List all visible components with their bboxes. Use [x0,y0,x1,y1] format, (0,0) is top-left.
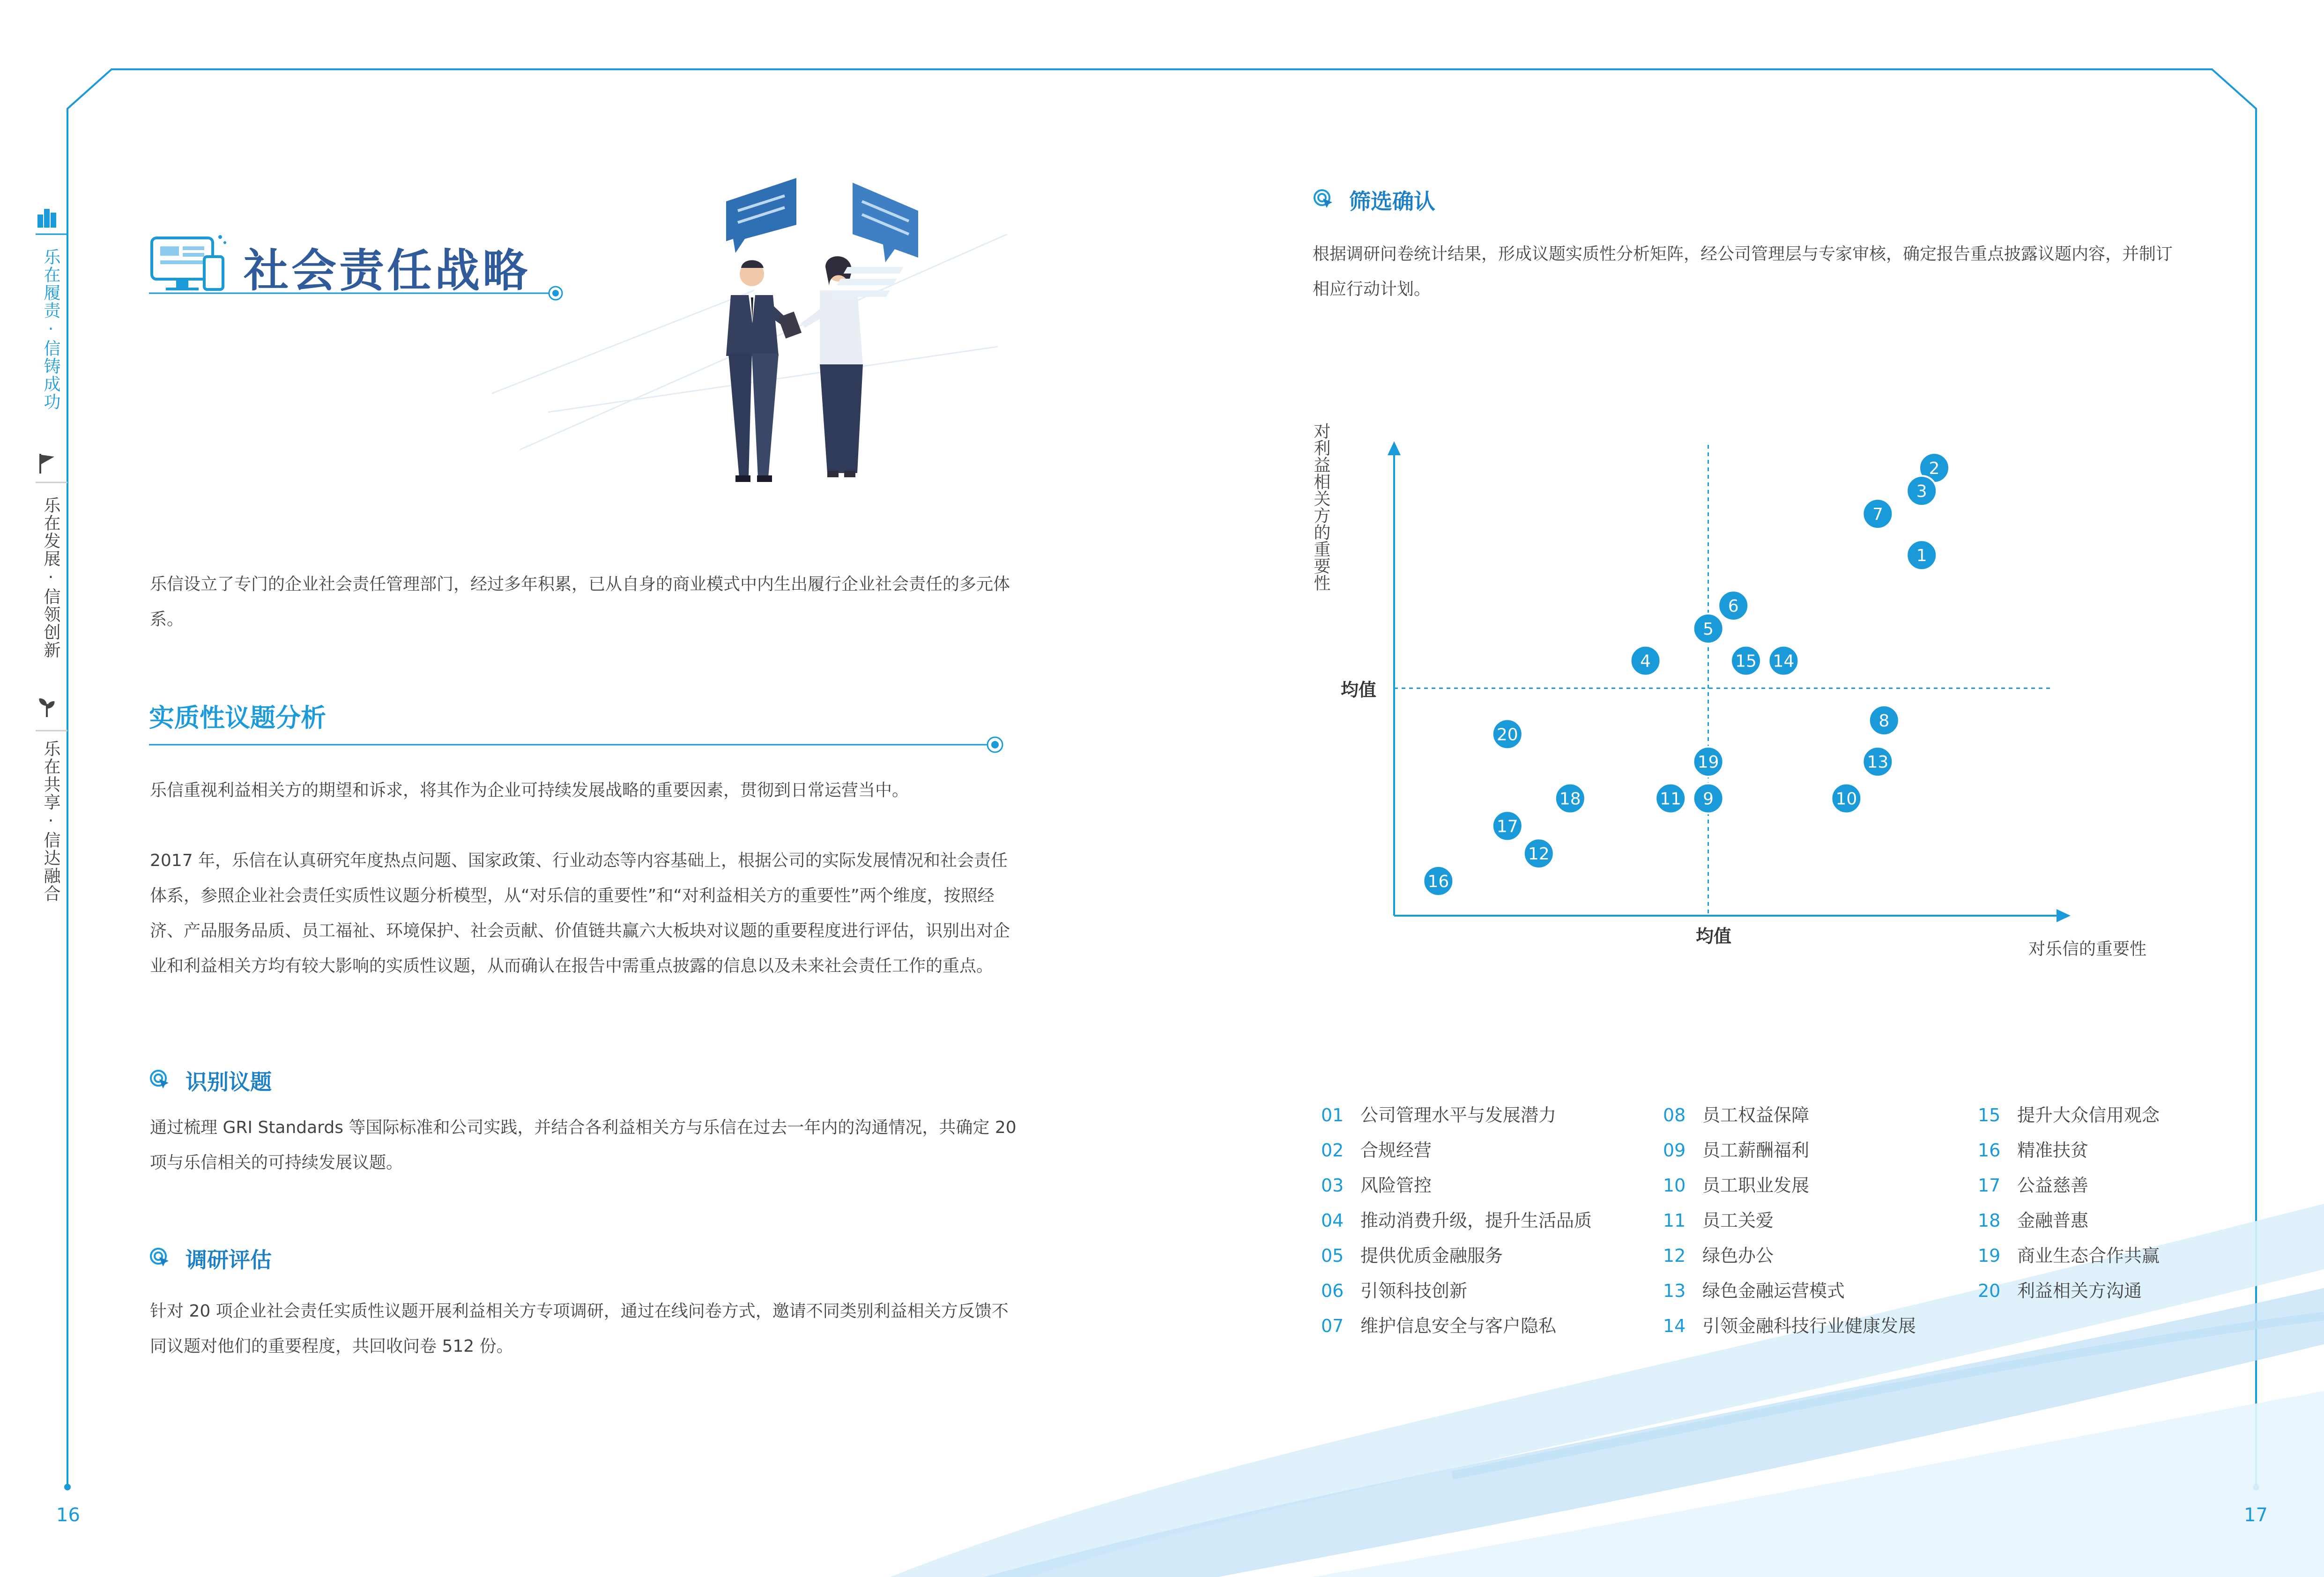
data-point-4 [1631,646,1661,676]
legend-item [1978,1171,2088,1197]
paragraph-2: 2017 年，乐信在认真研究年度热点问题、国家政策、行业动态等内容基础上，根据公司的实际发展情况和社会责任体系，参照企业社会责任实质性议题分析模型，从“对乐信的重要性”和“对利益相关方的重要性”两个维度，按照经济、产品服务品质、员工福祉、环境保护、社会贡献、价值链共赢六大板块对议题的重要程度进行评估，识别出对企业和利益相关方均有较大影响的实质性议题，从而确认在报告中需重点披露的信息以及未来社会责任工作的重点。 [150,851,1010,976]
legend-item-number: 02 [1321,1140,1344,1161]
legend-item-label: 利益相关方沟通 [2017,1281,2142,1301]
data-point-5 [1693,614,1723,644]
legend-item [1978,1101,2160,1126]
data-point-label: 19 [1697,753,1719,772]
data-point-label: 7 [1872,505,1883,524]
legend-item [1321,1171,1432,1197]
data-point-label: 11 [1660,789,1682,809]
data-point-label: 17 [1496,817,1518,837]
legend-item [1663,1311,1916,1337]
sidebar-item-1[interactable]: 乐在履责·信铸成功 [41,248,60,411]
legend-item-number: 16 [1978,1140,2001,1161]
data-point-label: 15 [1735,652,1757,671]
data-point-label: 18 [1559,789,1581,809]
legend-item-number: 11 [1663,1210,1686,1231]
legend-item-label: 公司管理水平与发展潜力 [1360,1105,1557,1125]
data-point-label: 8 [1879,711,1890,731]
data-point-label: 16 [1427,872,1449,891]
legend-item-label: 绿色金融运营模式 [1702,1281,1845,1301]
legend-item-label: 员工薪酬福利 [1702,1140,1810,1161]
legend-item [1663,1206,1774,1232]
data-point-7 [1863,499,1893,529]
legend-item [1978,1276,2142,1302]
data-point-14 [1768,646,1798,676]
legend-item-label: 提升大众信用观念 [2017,1105,2160,1125]
sidebar-item-3[interactable]: 乐在共享·信达融合 [41,740,60,903]
subsection-confirm-text: 根据调研问卷统计结果，形成议题实质性分析矩阵，经公司管理层与专家审核，确定报告重点披露议题内容，并制订相应行动计划。 [1313,244,2173,299]
data-point-6 [1718,591,1748,621]
legend-item-number: 17 [1978,1175,2001,1196]
intro-paragraph: 乐信设立了专门的企业社会责任管理部门，经过多年积累，已从自身的商业模式中内生出履行企业社会责任的多元体系。 [150,575,1010,629]
legend-item-number: 09 [1663,1140,1686,1161]
legend-item [1978,1136,2088,1162]
legend-item-label: 引领科技创新 [1360,1281,1468,1301]
legend-item-number: 01 [1321,1105,1344,1125]
legend-item-number: 04 [1321,1210,1344,1231]
legend-item-number: 12 [1663,1245,1686,1266]
legend-item-number: 15 [1978,1105,2001,1125]
legend-item-label: 维护信息安全与客户隐私 [1360,1316,1557,1336]
legend-item [1663,1136,1809,1162]
data-point-17 [1492,811,1522,841]
legend-item-label: 引领金融科技行业健康发展 [1702,1316,1916,1336]
subsection-identify-text: 通过梳理 GRI Standards 等国际标准和公司实践，并结合各利益相关方与乐信在过去一年内的沟通情况，共确定 20 项与乐信相关的可持续发展议题。 [150,1118,1017,1172]
sidebar-item-2[interactable]: 乐在发展·信领创新 [41,496,60,659]
section-title: 实质性议题分析 [149,703,326,733]
legend-item-label: 公益慈善 [2017,1175,2089,1196]
data-point-1 [1907,540,1937,570]
legend-item-number: 20 [1978,1281,2001,1301]
legend-item [1321,1311,1556,1337]
subsection-survey-title: 调研评估 [186,1247,272,1273]
legend-item-label: 商业生态合作共赢 [2017,1245,2160,1266]
legend-item-label: 员工权益保障 [1702,1105,1810,1125]
subsection-survey-text: 针对 20 项企业社会责任实质性议题开展利益相关方专项调研，通过在线问卷方式，邀请不同类别利益相关方反馈不同议题对他们的重要程度，共回收问卷 512 份。 [150,1302,1009,1356]
data-point-label: 10 [1835,789,1857,809]
page-number-right: 17 [2244,1504,2268,1526]
legend-item [1663,1276,1845,1302]
data-point-label: 9 [1703,789,1714,809]
chart-y-axis-title: 对利益相关方的重要性 [1311,422,1330,591]
data-point-8 [1869,705,1899,735]
legend-item-number: 08 [1663,1105,1686,1125]
legend-item [1978,1206,2088,1232]
data-point-19 [1693,747,1723,777]
subsection-identify-title: 识别议题 [186,1069,272,1095]
legend-item-number: 03 [1321,1175,1344,1196]
data-point-15 [1731,646,1761,676]
data-point-label: 1 [1916,546,1927,566]
legend-item-number: 18 [1978,1210,2001,1231]
legend-item-label: 合规经营 [1360,1140,1432,1161]
y-axis-arrow [1388,441,1401,455]
legend-item-label: 精准扶贫 [2017,1140,2089,1161]
legend-item [1321,1101,1556,1126]
data-point-label: 4 [1640,652,1651,671]
legend-item [1321,1136,1432,1162]
chart-x-axis-title: 对乐信的重要性 [2028,940,2147,959]
legend-item-label: 绿色办公 [1702,1245,1774,1266]
legend-item-number: 07 [1321,1316,1344,1336]
data-point-label: 6 [1728,597,1739,616]
legend-item-label: 提供优质金融服务 [1360,1245,1503,1266]
legend-item [1321,1206,1592,1232]
data-point-label: 13 [1867,753,1889,772]
data-point-label: 20 [1496,725,1518,745]
legend-item-number: 14 [1663,1316,1686,1336]
data-point-10 [1831,784,1861,814]
data-point-16 [1423,866,1453,896]
chart-x-mean-label: 均值 [1696,926,1732,947]
data-point-3 [1907,476,1937,506]
legend-item-number: 06 [1321,1281,1344,1301]
legend-item-number: 05 [1321,1245,1344,1266]
chart-y-mean-label: 均值 [1341,680,1377,700]
chart-axes [1388,441,2071,922]
legend-item [1978,1241,2160,1267]
legend-item-label: 员工职业发展 [1702,1175,1810,1196]
legend-item-number: 13 [1663,1281,1686,1301]
legend-item [1321,1276,1467,1302]
page-title: 社会责任战略 [244,244,530,297]
data-point-12 [1524,838,1554,868]
data-point-20 [1492,719,1522,749]
paragraph-1: 乐信重视利益相关方的期望和诉求，将其作为企业可持续发展战略的重要因素，贯彻到日常运营当中。 [150,781,909,800]
legend-item [1663,1171,1809,1197]
subsection-confirm-title: 筛选确认 [1349,189,1435,214]
data-point-13 [1863,747,1893,777]
legend-item-label: 风险管控 [1360,1175,1432,1196]
data-point-label: 5 [1703,620,1714,639]
legend-item [1663,1101,1809,1126]
page-number-left: 16 [56,1504,80,1526]
data-point-label: 12 [1528,844,1550,864]
data-point-label: 14 [1773,652,1795,671]
data-point-9 [1693,784,1723,814]
legend-item-label: 推动消费升级，提升生活品质 [1360,1210,1592,1231]
legend-item-number: 19 [1978,1245,2001,1266]
data-point-18 [1555,784,1585,814]
data-point-11 [1656,784,1685,814]
data-point-label: 3 [1916,482,1927,501]
legend-item-label: 员工关爱 [1702,1210,1774,1231]
data-point-label: 2 [1929,459,1940,478]
x-axis-arrow [2057,909,2071,922]
legend-item [1663,1241,1774,1267]
legend-item-label: 金融普惠 [2017,1210,2089,1231]
legend-item [1321,1241,1503,1267]
legend-item-number: 10 [1663,1175,1686,1196]
